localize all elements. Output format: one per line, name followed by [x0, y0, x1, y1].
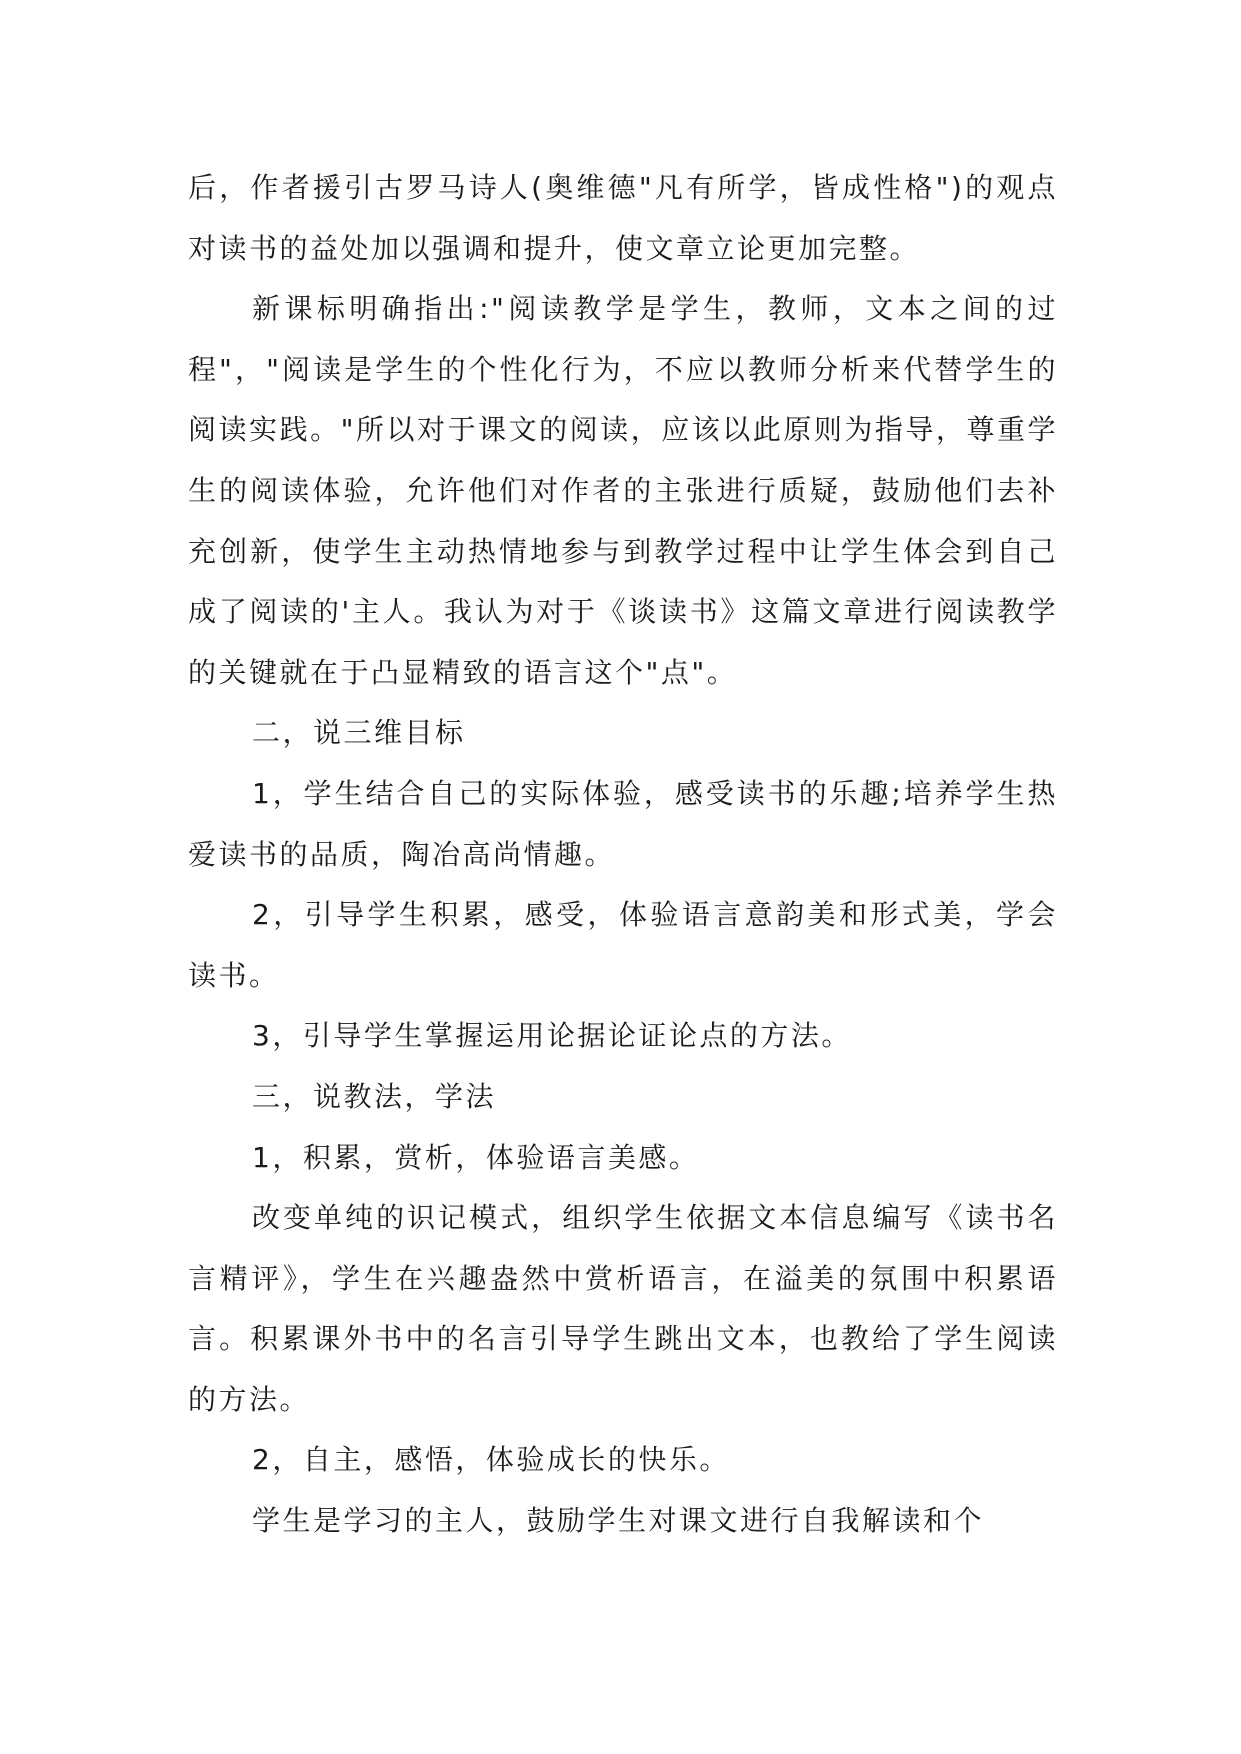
paragraph-2: 新课标明确指出:"阅读教学是学生，教师，文本之间的过程"，"阅读是学生的个性化行为，不应以教师分析来代替学生的阅读实践。"所以对于课文的阅读，应该以此原则为指导，尊重学生的阅读体验，允许他们对作者的主张进行质疑，鼓励他们去补充创新，使学生主动热情地参与到教学过程中让学生体会到自己成了阅读的'主人。我认为对于《谈读书》这篇文章进行阅读教学的关键就在于凸显精致的语言这个"点"。 [188, 292, 1058, 689]
method-item-1: 1，积累，赏析，体验语言美感。 [252, 1140, 700, 1174]
section-heading-2: 二，说三维目标 [252, 716, 466, 750]
goal-item-1: 1，学生结合自己的实际体验，感受读书的乐趣;培养学生热爱读书的品质，陶冶高尚情趣。 [188, 776, 1058, 871]
method-item-2-detail: 学生是学习的主人，鼓励学生对课文进行自我解读和个 [252, 1504, 985, 1538]
goal-item-2: 2，引导学生积累，感受，体验语言意韵美和形式美，学会读书。 [188, 898, 1058, 992]
method-item-1-detail: 改变单纯的识记模式，组织学生依据文本信息编写《读书名言精评》，学生在兴趣盎然中赏析语言，在溢美的氛围中积累语言。积累课外书中的名言引导学生跳出文本，也教给了学生阅读的方法。 [188, 1201, 1058, 1416]
document-body [188, 158, 1058, 1552]
paragraph-1: 后，作者援引古罗马诗人(奥维德"凡有所学，皆成性格")的观点对读书的益处加以强调和提升，使文章立论更加完整。 [188, 171, 1058, 265]
method-item-2: 2，自主，感悟，体验成长的快乐。 [252, 1443, 730, 1477]
section-heading-3: 三，说教法，学法 [252, 1079, 497, 1113]
goal-item-3: 3，引导学生掌握运用论据论证论点的方法。 [252, 1019, 852, 1053]
